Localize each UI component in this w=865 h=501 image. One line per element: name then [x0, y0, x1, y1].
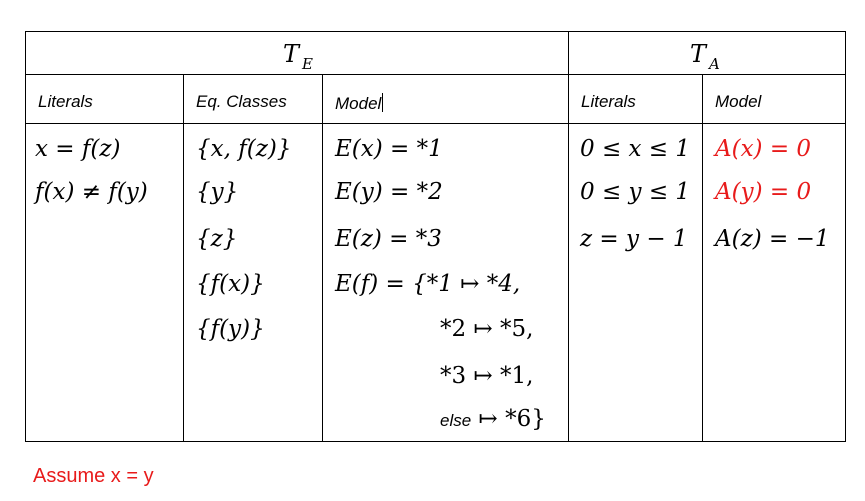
te-eq-class-3: {z}: [196, 226, 238, 252]
divider-theory-header: [25, 74, 846, 75]
header-te-literals: Literals: [38, 92, 93, 111]
ta-model-az: A(z) = −1: [715, 226, 830, 252]
divider-te-eqclasses: [322, 74, 323, 442]
assumption-note: Assume x = y: [33, 465, 154, 487]
te-model-ey: E(y) = *2: [335, 179, 443, 205]
te-model-ex: E(x) = *1: [335, 136, 443, 162]
te-model-ef-line2: *2 ↦ *5,: [440, 316, 534, 342]
te-model-ef-line3: *3 ↦ *1,: [440, 363, 534, 389]
else-keyword: else: [440, 411, 472, 430]
theory-title-ta: [690, 42, 720, 72]
text-cursor: [382, 93, 383, 112]
te-model-ef-line1: E(f) = {*1 ↦ *4,: [335, 271, 521, 297]
te-eq-class-2: {y}: [196, 179, 239, 205]
divider-te-literals: [183, 74, 184, 442]
divider-te-ta: [568, 31, 569, 442]
theory-symbol-ta: T: [690, 40, 707, 68]
ta-literal-1: 0 ≤ x ≤ 1: [580, 136, 691, 162]
header-te-model: [335, 93, 383, 112]
te-eq-class-5: {f(y)}: [196, 316, 265, 342]
theory-title-te: [283, 42, 313, 72]
te-eq-class-4: {f(x)}: [196, 271, 265, 297]
divider-column-header: [25, 123, 846, 124]
ta-model-ay: A(y) = 0: [715, 179, 812, 205]
theory-subscript-ta: A: [709, 55, 720, 73]
header-ta-model: Model: [715, 92, 762, 111]
te-model-ef-line4: [440, 408, 546, 431]
te-literal-1: x = f(z): [35, 136, 121, 162]
te-literal-2: f(x) ≠ f(y): [35, 179, 148, 205]
te-model-ez: E(z) = *3: [335, 226, 442, 252]
header-ta-literals: Literals: [581, 92, 636, 111]
divider-ta-literals: [702, 74, 703, 442]
header-te-model-label: Model: [335, 94, 382, 113]
else-mapping: ↦ *6}: [478, 406, 546, 432]
theory-symbol-te: T: [283, 40, 300, 68]
ta-literal-2: 0 ≤ y ≤ 1: [580, 179, 691, 205]
theory-subscript-te: E: [302, 55, 313, 73]
te-eq-class-1: {x, f(z)}: [196, 136, 292, 162]
ta-literal-3: z = y − 1: [580, 226, 688, 252]
ta-model-ax: A(x) = 0: [715, 136, 812, 162]
header-te-eq-classes: Eq. Classes: [196, 92, 287, 111]
